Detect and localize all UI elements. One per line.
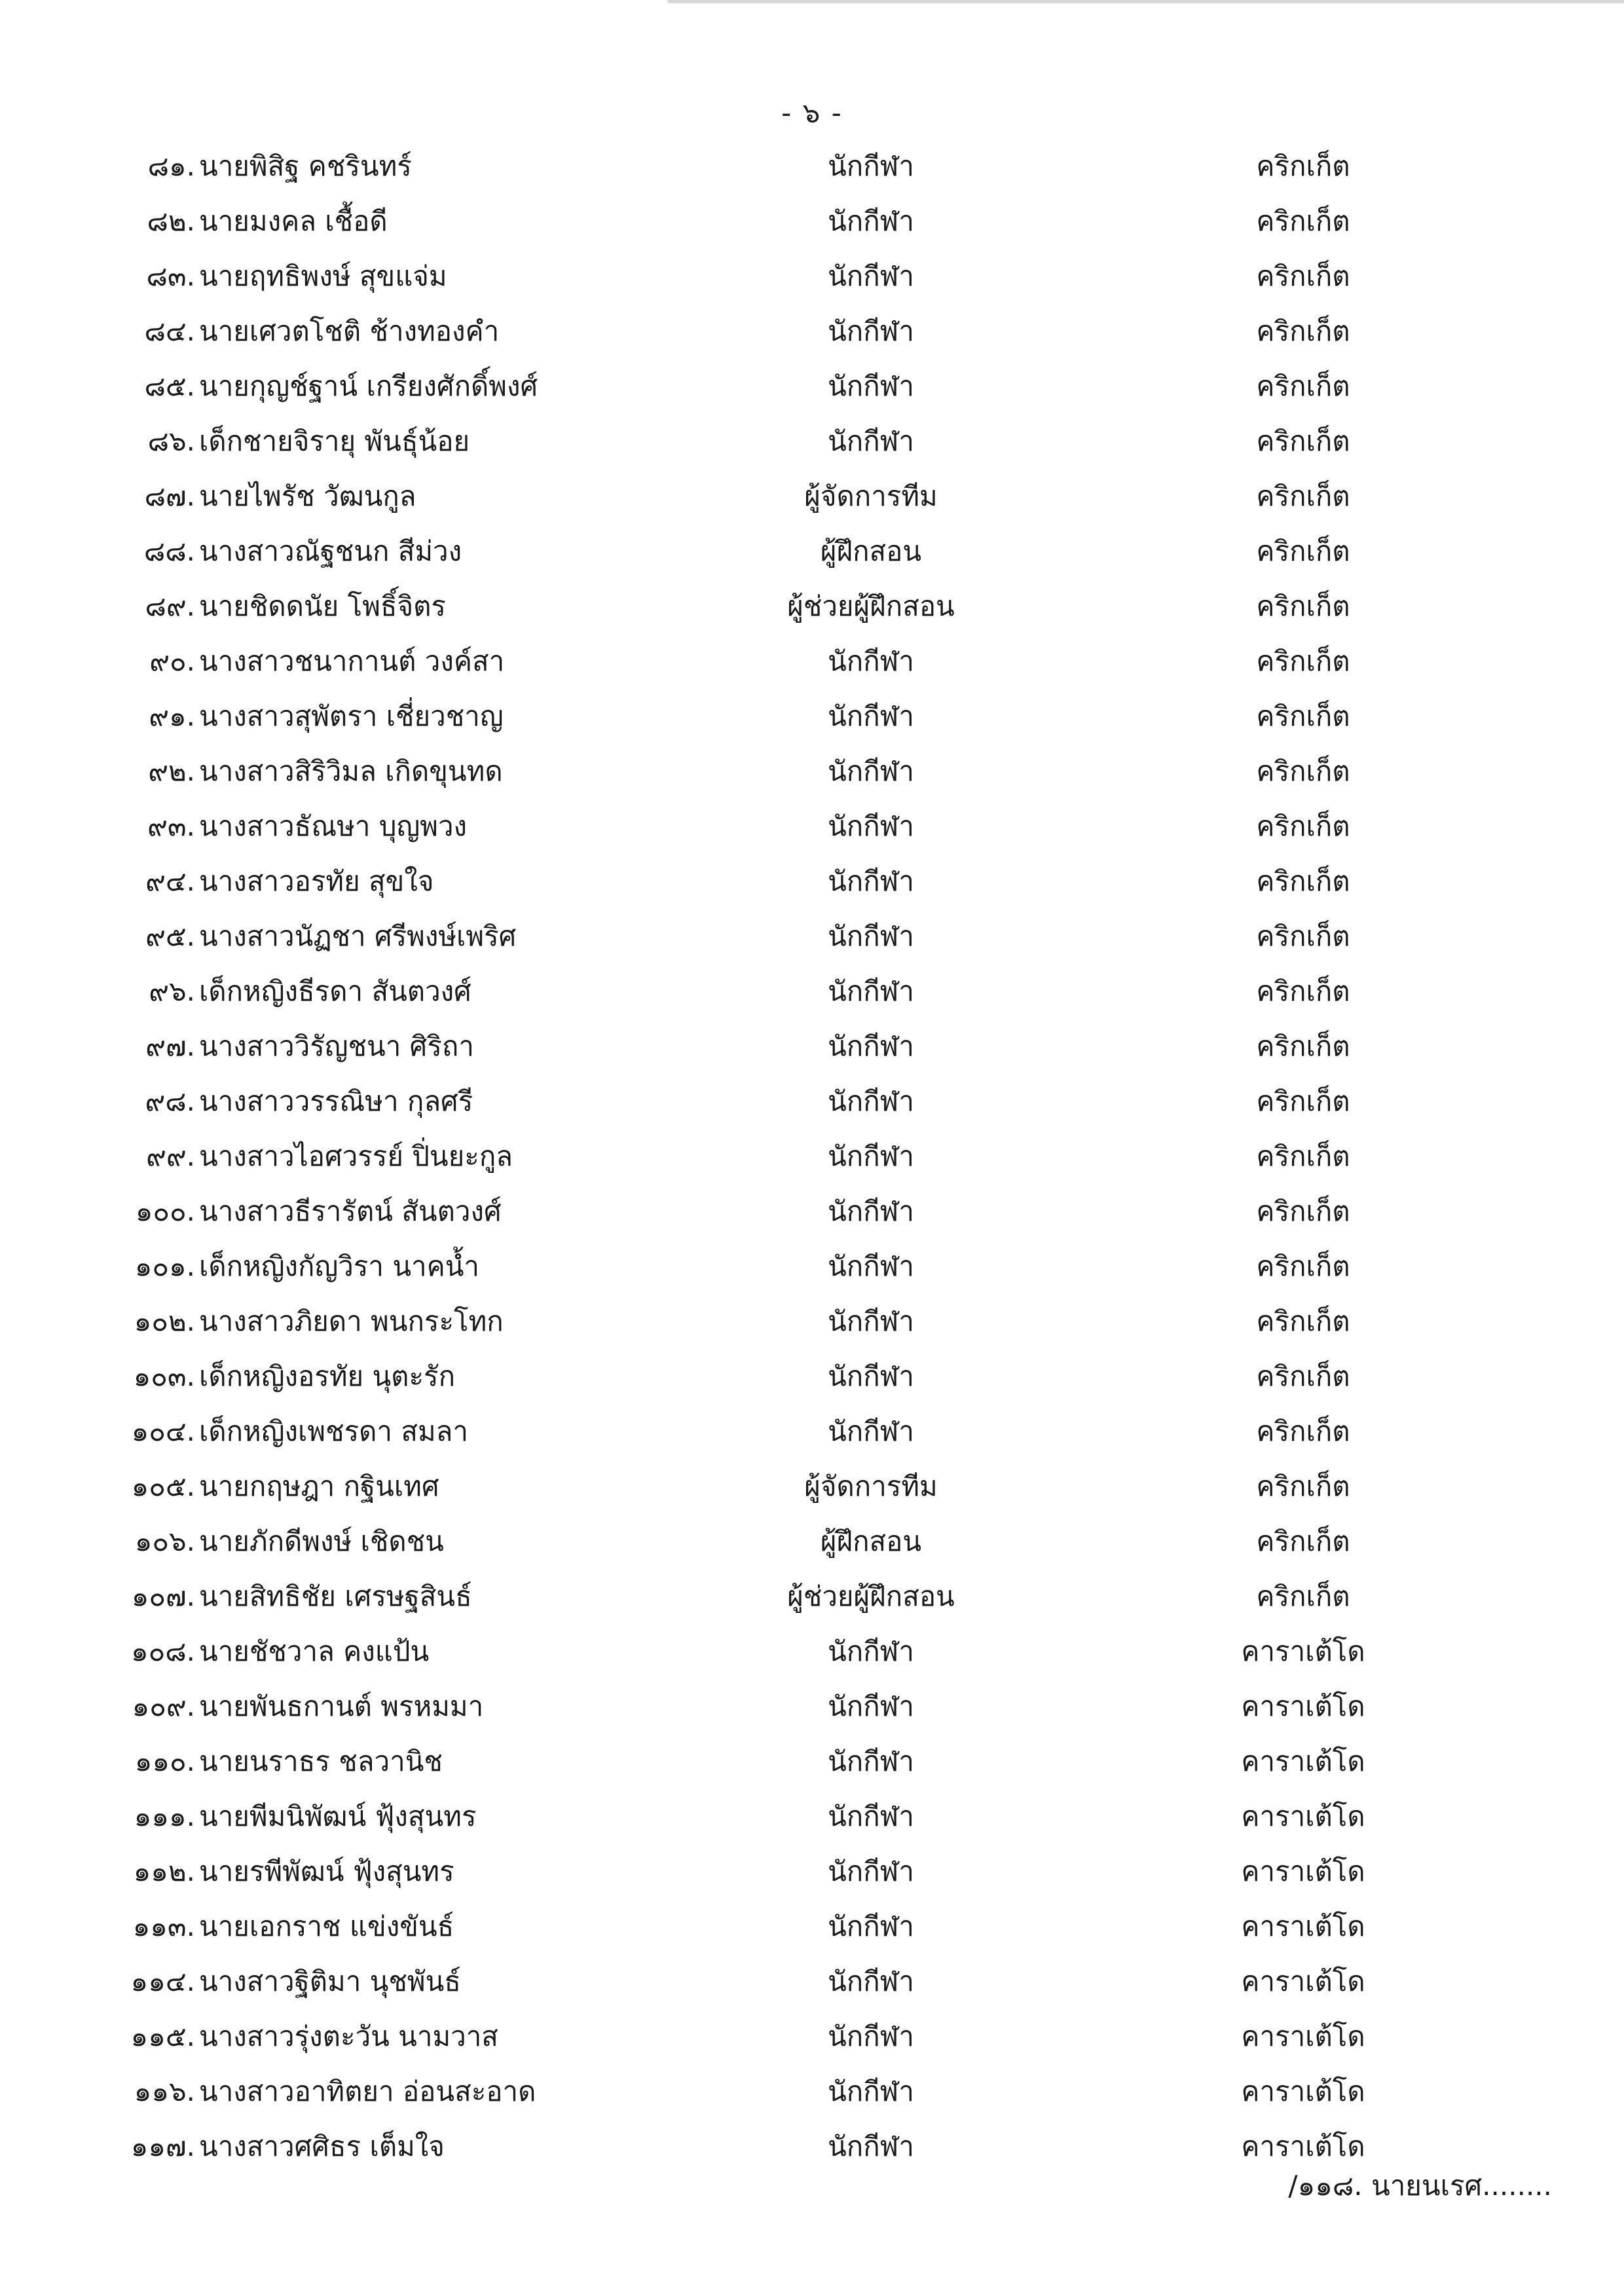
roster-row bbox=[0, 1679, 1624, 1734]
role-label: นักกีฬา bbox=[828, 1745, 914, 1777]
roster-row bbox=[0, 634, 1624, 689]
entry-number: ๑๐๐. bbox=[135, 1195, 195, 1227]
person-name: นางสาวณัฐชนก สีม่วง bbox=[199, 535, 462, 567]
role-label: นักกีฬา bbox=[828, 1030, 914, 1062]
sport-label: คริกเก็ต bbox=[1256, 1140, 1350, 1172]
roster-row bbox=[0, 854, 1624, 909]
person-name: นางสาวนัฏชา ศรีพงษ์เพริศ bbox=[199, 920, 517, 952]
person-name: นางสาววรรณิษา กุลศรี bbox=[199, 1085, 473, 1117]
sport-label: คริกเก็ต bbox=[1256, 755, 1350, 787]
entry-number: ๑๑๒. bbox=[133, 1855, 195, 1887]
sport-label: คาราเต้โด bbox=[1241, 1745, 1365, 1777]
person-name: นางสาวอรทัย สุขใจ bbox=[199, 865, 434, 897]
sport-label: คาราเต้โด bbox=[1241, 1635, 1365, 1667]
entry-number: ๑๐๔. bbox=[131, 1415, 195, 1447]
person-name: นางสาวฐิติมา นุชพันธ์ bbox=[199, 1965, 461, 1997]
entry-number: ๑๐๒. bbox=[134, 1305, 195, 1337]
entry-number: ๙๗. bbox=[145, 1030, 195, 1062]
entry-number: ๙๙. bbox=[146, 1140, 195, 1172]
role-label: ผู้จัดการทีม bbox=[804, 1470, 938, 1502]
entry-number: ๘๑. bbox=[147, 150, 195, 182]
role-label: นักกีฬา bbox=[828, 370, 914, 402]
sport-label: คริกเก็ต bbox=[1256, 645, 1350, 677]
roster-row bbox=[0, 1404, 1624, 1459]
entry-number: ๙๑. bbox=[149, 700, 195, 732]
roster-row bbox=[0, 1074, 1624, 1129]
sport-label: คริกเก็ต bbox=[1256, 1030, 1350, 1062]
sport-label: คาราเต้โด bbox=[1241, 2130, 1365, 2162]
person-name: นางสาวไอศวรรย์ ปิ่นยะกูล bbox=[199, 1140, 513, 1172]
role-label: ผู้ช่วยผู้ฝึกสอน bbox=[787, 590, 955, 622]
role-label: นักกีฬา bbox=[828, 700, 914, 732]
roster-row bbox=[0, 304, 1624, 359]
role-label: นักกีฬา bbox=[828, 1085, 914, 1117]
role-label: นักกีฬา bbox=[828, 425, 914, 457]
person-name: เด็กหญิงอรทัย นุตะรัก bbox=[199, 1360, 456, 1392]
sport-label: คริกเก็ต bbox=[1256, 865, 1350, 897]
roster-row bbox=[0, 909, 1624, 964]
entry-number: ๙๓. bbox=[147, 810, 195, 842]
entry-number: ๙๘. bbox=[145, 1085, 195, 1117]
role-label: นักกีฬา bbox=[828, 1690, 914, 1722]
person-name: นายไพรัช วัฒนกูล bbox=[199, 480, 416, 512]
role-label: นักกีฬา bbox=[828, 1965, 914, 1997]
sport-label: คริกเก็ต bbox=[1256, 315, 1350, 347]
sport-label: คริกเก็ต bbox=[1256, 370, 1350, 402]
person-name: นางสาวธีรารัตน์ สันตวงศ์ bbox=[199, 1195, 502, 1227]
roster-row bbox=[0, 579, 1624, 634]
sport-label: คริกเก็ต bbox=[1256, 260, 1350, 292]
entry-number: ๑๐๘. bbox=[130, 1635, 195, 1667]
person-name: เด็กหญิงเพชรดา สมลา bbox=[199, 1415, 468, 1447]
entry-number: ๙๒. bbox=[148, 755, 195, 787]
person-name: นางสาวสุพัตรา เชี่ยวชาญ bbox=[199, 700, 504, 732]
roster-row bbox=[0, 1294, 1624, 1349]
role-label: นักกีฬา bbox=[828, 2020, 914, 2052]
person-name: นายพีมนิพัฒน์ ฟุ้งสุนทร bbox=[199, 1800, 477, 1832]
role-label: นักกีฬา bbox=[828, 810, 914, 842]
roster-row bbox=[0, 1844, 1624, 1899]
person-name: นายกุญช์ฐาน์ เกรียงศักดิ์พงศ์ bbox=[199, 370, 538, 402]
entry-number: ๑๑๐. bbox=[134, 1745, 195, 1777]
person-name: นายรพีพัฒน์ ฟุ้งสุนทร bbox=[199, 1855, 454, 1887]
role-label: นักกีฬา bbox=[828, 315, 914, 347]
person-name: นางสาวชนากานต์ วงค์สา bbox=[199, 645, 505, 677]
role-label: นักกีฬา bbox=[828, 2075, 914, 2107]
roster-row bbox=[0, 1569, 1624, 1624]
roster-row bbox=[0, 524, 1624, 579]
role-label: นักกีฬา bbox=[828, 205, 914, 237]
sport-label: คริกเก็ต bbox=[1256, 1195, 1350, 1227]
role-label: นักกีฬา bbox=[828, 1855, 914, 1887]
roster-row bbox=[0, 1954, 1624, 2009]
person-name: นางสาวธัณษา บุญพวง bbox=[199, 810, 468, 842]
sport-label: คาราเต้โด bbox=[1241, 1690, 1365, 1722]
entry-number: ๑๐๗. bbox=[131, 1580, 195, 1612]
entry-number: ๑๑๓. bbox=[132, 1910, 195, 1942]
sport-label: คริกเก็ต bbox=[1256, 590, 1350, 622]
person-name: นางสาวศศิธร เต็มใจ bbox=[199, 2130, 445, 2162]
entry-number: ๘๔. bbox=[144, 315, 195, 347]
roster-row bbox=[0, 2064, 1624, 2119]
roster-row bbox=[0, 2009, 1624, 2064]
sport-label: คริกเก็ต bbox=[1256, 1415, 1350, 1447]
role-label: นักกีฬา bbox=[828, 865, 914, 897]
sport-label: คริกเก็ต bbox=[1256, 920, 1350, 952]
entry-number: ๑๐๓. bbox=[133, 1360, 195, 1392]
sport-label: คาราเต้โด bbox=[1241, 2020, 1365, 2052]
sport-label: คริกเก็ต bbox=[1256, 1305, 1350, 1337]
roster-row bbox=[0, 1019, 1624, 1074]
sport-label: คริกเก็ต bbox=[1256, 205, 1350, 237]
person-name: นางสาวอาทิตยา อ่อนสะอาด bbox=[199, 2075, 536, 2107]
role-label: ผู้ช่วยผู้ฝึกสอน bbox=[787, 1580, 955, 1612]
person-name: นางสาวภิยดา พนกระโทก bbox=[199, 1305, 504, 1337]
roster-row bbox=[0, 1624, 1624, 1679]
sport-label: คริกเก็ต bbox=[1256, 1085, 1350, 1117]
entry-number: ๙๔. bbox=[145, 865, 195, 897]
entry-number: ๑๑๗. bbox=[130, 2130, 195, 2162]
roster-row bbox=[0, 1789, 1624, 1844]
entry-number: ๘๕. bbox=[144, 370, 195, 402]
roster-row bbox=[0, 964, 1624, 1019]
roster-row bbox=[0, 744, 1624, 799]
continuation-note: /๑๑๘. นายนเรศ........ bbox=[1288, 2170, 1552, 2202]
roster-list bbox=[0, 139, 1624, 2174]
sport-label: คาราเต้โด bbox=[1241, 1910, 1365, 1942]
role-label: ผู้ฝึกสอน bbox=[820, 1525, 922, 1557]
person-name: นายเศวตโชติ ช้างทองคำ bbox=[199, 315, 500, 347]
sport-label: คริกเก็ต bbox=[1256, 810, 1350, 842]
sport-label: คาราเต้โด bbox=[1241, 1800, 1365, 1832]
sport-label: คาราเต้โด bbox=[1241, 1965, 1365, 1997]
roster-row bbox=[0, 414, 1624, 469]
sport-label: คริกเก็ต bbox=[1256, 1360, 1350, 1392]
entry-number: ๑๐๕. bbox=[131, 1470, 195, 1502]
person-name: นายพันธกานต์ พรหมมา bbox=[199, 1690, 484, 1722]
person-name: นายเอกราช แข่งขันธ์ bbox=[199, 1910, 454, 1942]
sport-label: คาราเต้โด bbox=[1241, 2075, 1365, 2107]
roster-row bbox=[0, 689, 1624, 744]
entry-number: ๙๐. bbox=[149, 645, 195, 677]
roster-row bbox=[0, 194, 1624, 249]
role-label: นักกีฬา bbox=[828, 1800, 914, 1832]
roster-row bbox=[0, 1899, 1624, 1954]
roster-row bbox=[0, 1239, 1624, 1294]
entry-number: ๙๖. bbox=[149, 975, 195, 1007]
page-number: - ๖ - bbox=[781, 97, 843, 129]
sport-label: คริกเก็ต bbox=[1256, 975, 1350, 1007]
role-label: นักกีฬา bbox=[828, 1415, 914, 1447]
role-label: นักกีฬา bbox=[828, 920, 914, 952]
role-label: นักกีฬา bbox=[828, 1360, 914, 1392]
role-label: นักกีฬา bbox=[828, 260, 914, 292]
sport-label: คริกเก็ต bbox=[1256, 480, 1350, 512]
entry-number: ๘๖. bbox=[147, 425, 195, 457]
role-label: นักกีฬา bbox=[828, 645, 914, 677]
entry-number: ๑๑๕. bbox=[130, 2020, 195, 2052]
role-label: นักกีฬา bbox=[828, 150, 914, 182]
roster-row bbox=[0, 139, 1624, 194]
role-label: นักกีฬา bbox=[828, 1195, 914, 1227]
roster-row bbox=[0, 469, 1624, 524]
role-label: ผู้จัดการทีม bbox=[804, 480, 938, 512]
roster-row bbox=[0, 1129, 1624, 1184]
person-name: นายชัชวาล คงแป้น bbox=[199, 1635, 430, 1667]
sport-label: คริกเก็ต bbox=[1256, 1250, 1350, 1282]
role-label: นักกีฬา bbox=[828, 1910, 914, 1942]
sport-label: คริกเก็ต bbox=[1256, 535, 1350, 567]
person-name: นายชิดดนัย โพธิ์จิตร bbox=[199, 590, 446, 622]
sport-label: คริกเก็ต bbox=[1256, 1525, 1350, 1557]
entry-number: ๘๒. bbox=[147, 205, 195, 237]
entry-number: ๑๑๖. bbox=[134, 2075, 195, 2107]
entry-number: ๘๓. bbox=[146, 260, 195, 292]
person-name: นายมงคล เชื้อดี bbox=[199, 205, 388, 237]
roster-row bbox=[0, 249, 1624, 304]
roster-row bbox=[0, 1734, 1624, 1789]
roster-row bbox=[0, 1514, 1624, 1569]
role-label: นักกีฬา bbox=[828, 975, 914, 1007]
person-name: นายกฤษฎา กฐินเทศ bbox=[199, 1470, 439, 1502]
entry-number: ๘๗. bbox=[144, 480, 195, 512]
sport-label: คาราเต้โด bbox=[1241, 1855, 1365, 1887]
person-name: เด็กชายจิรายุ พันธุ์น้อย bbox=[199, 425, 470, 457]
entry-number: ๙๕. bbox=[145, 920, 195, 952]
sport-label: คริกเก็ต bbox=[1256, 150, 1350, 182]
person-name: นายนราธร ชลวานิช bbox=[199, 1745, 443, 1777]
sport-label: คริกเก็ต bbox=[1256, 1470, 1350, 1502]
role-label: นักกีฬา bbox=[828, 755, 914, 787]
role-label: นักกีฬา bbox=[828, 1250, 914, 1282]
person-name: นายสิทธิชัย เศรษฐสินธ์ bbox=[199, 1580, 472, 1612]
roster-row bbox=[0, 1349, 1624, 1404]
entry-number: ๑๐๖. bbox=[134, 1525, 195, 1557]
roster-row bbox=[0, 1184, 1624, 1239]
person-name: นางสาวรุ่งตะวัน นามวาส bbox=[199, 2020, 498, 2052]
top-rule bbox=[668, 0, 1624, 3]
roster-row bbox=[0, 1459, 1624, 1514]
person-name: เด็กหญิงกัญวิรา นาคน้ำ bbox=[199, 1250, 480, 1282]
role-label: ผู้ฝึกสอน bbox=[820, 535, 922, 567]
sport-label: คริกเก็ต bbox=[1256, 1580, 1350, 1612]
person-name: นายฤทธิพงษ์ สุขแจ่ม bbox=[199, 260, 447, 292]
entry-number: ๑๑๑. bbox=[134, 1800, 195, 1832]
role-label: นักกีฬา bbox=[828, 1140, 914, 1172]
entry-number: ๘๘. bbox=[143, 535, 195, 567]
person-name: นางสาวสิริวิมล เกิดขุนทด bbox=[199, 755, 503, 787]
person-name: นางสาววิรัญชนา ศิริถา bbox=[199, 1030, 474, 1062]
entry-number: ๑๑๔. bbox=[130, 1965, 195, 1997]
entry-number: ๘๙. bbox=[145, 590, 195, 622]
person-name: นายพิสิฐ คชรินทร์ bbox=[199, 150, 412, 182]
entry-number: ๑๐๙. bbox=[132, 1690, 195, 1722]
role-label: นักกีฬา bbox=[828, 1635, 914, 1667]
role-label: นักกีฬา bbox=[828, 1305, 914, 1337]
role-label: นักกีฬา bbox=[828, 2130, 914, 2162]
sport-label: คริกเก็ต bbox=[1256, 425, 1350, 457]
entry-number: ๑๐๑. bbox=[134, 1250, 195, 1282]
person-name: เด็กหญิงธีรดา สันตวงศ์ bbox=[199, 975, 471, 1007]
roster-row bbox=[0, 799, 1624, 854]
roster-row bbox=[0, 359, 1624, 414]
sport-label: คริกเก็ต bbox=[1256, 700, 1350, 732]
person-name: นายภักดีพงษ์ เชิดชน bbox=[199, 1525, 444, 1557]
